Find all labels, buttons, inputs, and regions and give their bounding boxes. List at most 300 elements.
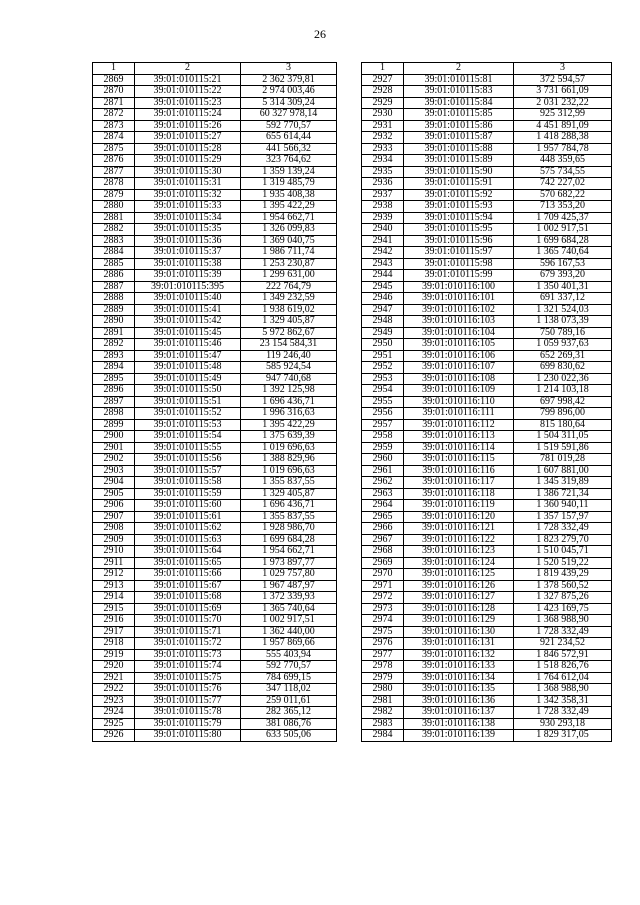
table-row [93, 638, 337, 650]
cadastral-number-cell: 39:01:010116:139 [404, 730, 514, 742]
value-cell: 1 829 317,05 [514, 730, 612, 742]
cadastral-number-cell: 39:01:010115:40 [135, 293, 241, 305]
table-row [93, 293, 337, 305]
value-cell: 1 520 519,22 [514, 557, 612, 569]
table-row [93, 454, 337, 466]
row-number-cell: 2869 [93, 74, 135, 86]
table-row [362, 419, 612, 431]
row-number-cell: 2977 [362, 649, 404, 661]
cadastral-number-cell: 39:01:010115:72 [135, 638, 241, 650]
value-cell: 781 019,28 [514, 454, 612, 466]
table-row [93, 74, 337, 86]
row-number-cell: 2900 [93, 431, 135, 443]
row-number-cell: 2870 [93, 86, 135, 98]
cadastral-number-cell: 39:01:010115:62 [135, 523, 241, 535]
row-number-cell: 2910 [93, 546, 135, 558]
value-cell: 815 180,64 [514, 419, 612, 431]
row-number-cell: 2914 [93, 592, 135, 604]
value-cell: 1 365 740,64 [241, 603, 337, 615]
table-row [93, 86, 337, 98]
table-row [93, 316, 337, 328]
value-cell: 23 154 584,31 [241, 339, 337, 351]
table-row [93, 281, 337, 293]
table-row [93, 270, 337, 282]
value-cell: 1 996 316,63 [241, 408, 337, 420]
value-cell: 441 566,32 [241, 143, 337, 155]
table-row [93, 603, 337, 615]
cadastral-number-cell: 39:01:010115:42 [135, 316, 241, 328]
row-number-cell: 2875 [93, 143, 135, 155]
cadastral-number-cell: 39:01:010116:119 [404, 500, 514, 512]
table-row [362, 707, 612, 719]
row-number-cell: 2926 [93, 730, 135, 742]
cadastral-number-cell: 39:01:010116:124 [404, 557, 514, 569]
row-number-cell: 2974 [362, 615, 404, 627]
table-row [93, 592, 337, 604]
value-cell: 1 368 988,90 [514, 615, 612, 627]
table-row [362, 649, 612, 661]
row-number-cell: 2912 [93, 569, 135, 581]
value-cell: 691 337,12 [514, 293, 612, 305]
row-number-cell: 2929 [362, 97, 404, 109]
table-row [362, 638, 612, 650]
table-header-row [93, 63, 337, 75]
cadastral-number-cell: 39:01:010115:92 [404, 189, 514, 201]
value-cell: 585 924,54 [241, 362, 337, 374]
cadastral-number-cell: 39:01:010115:55 [135, 442, 241, 454]
value-cell: 1 728 332,49 [514, 707, 612, 719]
cadastral-number-cell: 39:01:010116:100 [404, 281, 514, 293]
value-cell: 1 510 045,71 [514, 546, 612, 558]
value-cell: 2 974 003,46 [241, 86, 337, 98]
table-row [362, 350, 612, 362]
value-cell: 1 138 073,39 [514, 316, 612, 328]
row-number-cell: 2873 [93, 120, 135, 132]
row-number-cell: 2944 [362, 270, 404, 282]
row-number-cell: 2969 [362, 557, 404, 569]
cadastral-number-cell: 39:01:010115:24 [135, 109, 241, 121]
row-number-cell: 2984 [362, 730, 404, 742]
table-row [93, 488, 337, 500]
row-number-cell: 2888 [93, 293, 135, 305]
value-cell: 575 734,55 [514, 166, 612, 178]
value-cell: 1 214 103,18 [514, 385, 612, 397]
table-row [362, 672, 612, 684]
table-row [93, 385, 337, 397]
cadastral-number-cell: 39:01:010115:85 [404, 109, 514, 121]
table-row [93, 166, 337, 178]
value-cell: 1 230 022,36 [514, 373, 612, 385]
row-number-cell: 2911 [93, 557, 135, 569]
cadastral-number-cell: 39:01:010115:78 [135, 707, 241, 719]
row-number-cell: 2960 [362, 454, 404, 466]
row-number-cell: 2907 [93, 511, 135, 523]
cadastral-number-cell: 39:01:010115:28 [135, 143, 241, 155]
cadastral-number-cell: 39:01:010116:106 [404, 350, 514, 362]
cadastral-number-cell: 39:01:010115:26 [135, 120, 241, 132]
cadastral-number-cell: 39:01:010116:128 [404, 603, 514, 615]
value-cell: 1 392 125,98 [241, 385, 337, 397]
cadastral-number-cell: 39:01:010115:69 [135, 603, 241, 615]
cadastral-number-cell: 39:01:010116:136 [404, 695, 514, 707]
table-row [93, 672, 337, 684]
row-number-cell: 2922 [93, 684, 135, 696]
value-cell: 1 368 988,90 [514, 684, 612, 696]
cadastral-number-cell: 39:01:010116:137 [404, 707, 514, 719]
row-number-cell: 2956 [362, 408, 404, 420]
table-row [362, 580, 612, 592]
cadastral-number-cell: 39:01:010116:102 [404, 304, 514, 316]
table-row [362, 511, 612, 523]
row-number-cell: 2921 [93, 672, 135, 684]
table-row [93, 212, 337, 224]
value-cell: 1 699 684,28 [241, 534, 337, 546]
row-number-cell: 2936 [362, 178, 404, 190]
row-number-cell: 2898 [93, 408, 135, 420]
row-number-cell: 2949 [362, 327, 404, 339]
row-number-cell: 2953 [362, 373, 404, 385]
row-number-cell: 2876 [93, 155, 135, 167]
table-row [362, 396, 612, 408]
value-cell: 1 967 487,97 [241, 580, 337, 592]
value-cell: 1 342 358,31 [514, 695, 612, 707]
cadastral-number-cell: 39:01:010115:70 [135, 615, 241, 627]
row-number-cell: 2940 [362, 224, 404, 236]
row-number-cell: 2972 [362, 592, 404, 604]
table-row [93, 224, 337, 236]
row-number-cell: 2967 [362, 534, 404, 546]
table-row [93, 695, 337, 707]
row-number-cell: 2916 [93, 615, 135, 627]
value-cell: 1 764 612,04 [514, 672, 612, 684]
cadastral-number-cell: 39:01:010115:29 [135, 155, 241, 167]
cadastral-number-cell: 39:01:010116:133 [404, 661, 514, 673]
cadastral-number-cell: 39:01:010116:103 [404, 316, 514, 328]
row-number-cell: 2946 [362, 293, 404, 305]
cadastral-number-cell: 39:01:010115:66 [135, 569, 241, 581]
value-cell: 1 019 696,63 [241, 465, 337, 477]
cadastral-number-cell: 39:01:010116:127 [404, 592, 514, 604]
table-row [93, 339, 337, 351]
cadastral-number-cell: 39:01:010115:74 [135, 661, 241, 673]
cadastral-number-cell: 39:01:010115:83 [404, 86, 514, 98]
cadastral-number-cell: 39:01:010116:131 [404, 638, 514, 650]
value-cell: 1 709 425,37 [514, 212, 612, 224]
table-row [93, 626, 337, 638]
value-cell: 1 699 684,28 [514, 235, 612, 247]
table-row [93, 155, 337, 167]
value-cell: 1 388 829,96 [241, 454, 337, 466]
table-row [93, 557, 337, 569]
table-row [362, 684, 612, 696]
row-number-cell: 2970 [362, 569, 404, 581]
cadastral-number-cell: 39:01:010116:132 [404, 649, 514, 661]
row-number-cell: 2897 [93, 396, 135, 408]
value-cell: 2 031 232,22 [514, 97, 612, 109]
table-row [93, 661, 337, 673]
table-row [362, 247, 612, 259]
cadastral-number-cell: 39:01:010115:58 [135, 477, 241, 489]
value-cell: 1 029 757,80 [241, 569, 337, 581]
cadastral-number-cell: 39:01:010116:104 [404, 327, 514, 339]
table-row [362, 270, 612, 282]
cadastral-number-cell: 39:01:010115:79 [135, 718, 241, 730]
row-number-cell: 2923 [93, 695, 135, 707]
table-row [93, 132, 337, 144]
row-number-cell: 2872 [93, 109, 135, 121]
table-row [362, 615, 612, 627]
cadastral-number-cell: 39:01:010116:112 [404, 419, 514, 431]
table-row [362, 281, 612, 293]
row-number-cell: 2879 [93, 189, 135, 201]
table-row [93, 247, 337, 259]
cadastral-number-cell: 39:01:010115:95 [404, 224, 514, 236]
cadastral-number-cell: 39:01:010115:38 [135, 258, 241, 270]
value-cell: 1 819 439,29 [514, 569, 612, 581]
table-row [93, 707, 337, 719]
value-cell: 555 403,94 [241, 649, 337, 661]
row-number-cell: 2982 [362, 707, 404, 719]
row-number-cell: 2889 [93, 304, 135, 316]
table-row [362, 362, 612, 374]
cadastral-number-cell: 39:01:010115:59 [135, 488, 241, 500]
row-number-cell: 2885 [93, 258, 135, 270]
value-cell: 1 349 232,59 [241, 293, 337, 305]
row-number-cell: 2905 [93, 488, 135, 500]
cadastral-number-cell: 39:01:010116:111 [404, 408, 514, 420]
table-row [362, 695, 612, 707]
value-cell: 1 327 875,26 [514, 592, 612, 604]
table-row [362, 465, 612, 477]
row-number-cell: 2941 [362, 235, 404, 247]
table-row [362, 661, 612, 673]
table-row [93, 189, 337, 201]
value-cell: 1 728 332,49 [514, 523, 612, 535]
row-number-cell: 2971 [362, 580, 404, 592]
row-number-cell: 2952 [362, 362, 404, 374]
row-number-cell: 2973 [362, 603, 404, 615]
table-row [362, 431, 612, 443]
row-number-cell: 2964 [362, 500, 404, 512]
row-number-cell: 2957 [362, 419, 404, 431]
value-cell: 5 972 862,67 [241, 327, 337, 339]
cadastral-number-cell: 39:01:010115:33 [135, 201, 241, 213]
table-right [361, 62, 612, 742]
cadastral-number-cell: 39:01:010115:76 [135, 684, 241, 696]
value-cell: 697 998,42 [514, 396, 612, 408]
value-cell: 119 246,40 [241, 350, 337, 362]
cadastral-number-cell: 39:01:010115:75 [135, 672, 241, 684]
cadastral-number-cell: 39:01:010115:54 [135, 431, 241, 443]
value-cell: 784 699,15 [241, 672, 337, 684]
table-row [93, 649, 337, 661]
cadastral-number-cell: 39:01:010115:56 [135, 454, 241, 466]
cadastral-number-cell: 39:01:010115:32 [135, 189, 241, 201]
table-row [93, 615, 337, 627]
value-cell: 1 019 696,63 [241, 442, 337, 454]
row-number-cell: 2931 [362, 120, 404, 132]
header-cell-number: 1 [93, 63, 135, 75]
cadastral-number-cell: 39:01:010115:41 [135, 304, 241, 316]
value-cell: 1 359 139,24 [241, 166, 337, 178]
value-cell: 1 386 721,34 [514, 488, 612, 500]
value-cell: 750 789,16 [514, 327, 612, 339]
table-row [362, 143, 612, 155]
cadastral-number-cell: 39:01:010115:27 [135, 132, 241, 144]
table-row [362, 304, 612, 316]
row-number-cell: 2891 [93, 327, 135, 339]
value-cell: 1 355 837,55 [241, 511, 337, 523]
table-row [93, 109, 337, 121]
table-row [362, 293, 612, 305]
table-row [93, 718, 337, 730]
value-cell: 1 519 591,86 [514, 442, 612, 454]
value-cell: 1 329 405,87 [241, 488, 337, 500]
row-number-cell: 2895 [93, 373, 135, 385]
cadastral-number-cell: 39:01:010116:122 [404, 534, 514, 546]
table-row [93, 97, 337, 109]
cadastral-number-cell: 39:01:010115:60 [135, 500, 241, 512]
value-cell: 655 614,44 [241, 132, 337, 144]
value-cell: 1 418 288,38 [514, 132, 612, 144]
cadastral-number-cell: 39:01:010115:93 [404, 201, 514, 213]
row-number-cell: 2917 [93, 626, 135, 638]
value-cell: 259 011,61 [241, 695, 337, 707]
value-cell: 1 518 826,76 [514, 661, 612, 673]
row-number-cell: 2894 [93, 362, 135, 374]
value-cell: 1 365 740,64 [514, 247, 612, 259]
row-number-cell: 2951 [362, 350, 404, 362]
value-cell: 60 327 978,14 [241, 109, 337, 121]
row-number-cell: 2904 [93, 477, 135, 489]
header-cell-cadastral: 2 [135, 63, 241, 75]
value-cell: 1 973 897,77 [241, 557, 337, 569]
table-row [362, 155, 612, 167]
cadastral-number-cell: 39:01:010116:110 [404, 396, 514, 408]
row-number-cell: 2978 [362, 661, 404, 673]
value-cell: 1 319 485,79 [241, 178, 337, 190]
value-cell: 2 362 379,81 [241, 74, 337, 86]
value-cell: 4 451 891,09 [514, 120, 612, 132]
row-number-cell: 2883 [93, 235, 135, 247]
table-row [93, 523, 337, 535]
value-cell: 1 355 837,55 [241, 477, 337, 489]
row-number-cell: 2933 [362, 143, 404, 155]
cadastral-number-cell: 39:01:010115:73 [135, 649, 241, 661]
cadastral-number-cell: 39:01:010115:48 [135, 362, 241, 374]
cadastral-number-cell: 39:01:010115:52 [135, 408, 241, 420]
row-number-cell: 2958 [362, 431, 404, 443]
value-cell: 1 954 662,71 [241, 546, 337, 558]
value-cell: 1 002 917,51 [514, 224, 612, 236]
table-row [93, 143, 337, 155]
cadastral-number-cell: 39:01:010116:117 [404, 477, 514, 489]
value-cell: 1 326 099,83 [241, 224, 337, 236]
cadastral-number-cell: 39:01:010115:49 [135, 373, 241, 385]
cadastral-number-cell: 39:01:010115:35 [135, 224, 241, 236]
row-number-cell: 2938 [362, 201, 404, 213]
value-cell: 1 357 157,97 [514, 511, 612, 523]
cadastral-number-cell: 39:01:010116:130 [404, 626, 514, 638]
row-number-cell: 2893 [93, 350, 135, 362]
table-row [362, 327, 612, 339]
cadastral-number-cell: 39:01:010116:114 [404, 442, 514, 454]
row-number-cell: 2966 [362, 523, 404, 535]
row-number-cell: 2965 [362, 511, 404, 523]
row-number-cell: 2899 [93, 419, 135, 431]
cadastral-number-cell: 39:01:010115:88 [404, 143, 514, 155]
value-cell: 448 359,65 [514, 155, 612, 167]
header-cell-number: 1 [362, 63, 404, 75]
value-cell: 570 682,22 [514, 189, 612, 201]
value-cell: 1 954 662,71 [241, 212, 337, 224]
cadastral-number-cell: 39:01:010115:86 [404, 120, 514, 132]
row-number-cell: 2909 [93, 534, 135, 546]
table-row [362, 120, 612, 132]
value-cell: 1 938 619,02 [241, 304, 337, 316]
row-number-cell: 2927 [362, 74, 404, 86]
value-cell: 1 423 169,75 [514, 603, 612, 615]
value-cell: 1 360 940,11 [514, 500, 612, 512]
table-row [362, 224, 612, 236]
value-cell: 1 395 422,29 [241, 419, 337, 431]
row-number-cell: 2981 [362, 695, 404, 707]
row-number-cell: 2930 [362, 109, 404, 121]
cadastral-number-cell: 39:01:010115:71 [135, 626, 241, 638]
row-number-cell: 2983 [362, 718, 404, 730]
table-row [362, 569, 612, 581]
row-number-cell: 2963 [362, 488, 404, 500]
row-number-cell: 2939 [362, 212, 404, 224]
page-number: 26 [314, 27, 326, 41]
cadastral-number-cell: 39:01:010115:21 [135, 74, 241, 86]
table-row [362, 534, 612, 546]
value-cell: 323 764,62 [241, 155, 337, 167]
row-number-cell: 2881 [93, 212, 135, 224]
table-row [362, 500, 612, 512]
row-number-cell: 2903 [93, 465, 135, 477]
value-cell: 1 253 230,87 [241, 258, 337, 270]
cadastral-number-cell: 39:01:010115:97 [404, 247, 514, 259]
cadastral-number-cell: 39:01:010116:105 [404, 339, 514, 351]
cadastral-number-cell: 39:01:010116:134 [404, 672, 514, 684]
row-number-cell: 2948 [362, 316, 404, 328]
value-cell: 1 986 711,74 [241, 247, 337, 259]
value-cell: 713 353,20 [514, 201, 612, 213]
value-cell: 1 928 986,70 [241, 523, 337, 535]
table-row [93, 327, 337, 339]
value-cell: 1 350 401,31 [514, 281, 612, 293]
value-cell: 930 293,18 [514, 718, 612, 730]
cadastral-number-cell: 39:01:010115:91 [404, 178, 514, 190]
cadastral-number-cell: 39:01:010115:31 [135, 178, 241, 190]
row-number-cell: 2947 [362, 304, 404, 316]
table-row [362, 603, 612, 615]
table-row [93, 178, 337, 190]
table-row [362, 488, 612, 500]
value-cell: 1 059 937,63 [514, 339, 612, 351]
row-number-cell: 2945 [362, 281, 404, 293]
value-cell: 1 607 881,00 [514, 465, 612, 477]
row-number-cell: 2887 [93, 281, 135, 293]
value-cell: 1 375 639,39 [241, 431, 337, 443]
row-number-cell: 2919 [93, 649, 135, 661]
table-row [93, 419, 337, 431]
table-row [93, 534, 337, 546]
value-cell: 1 696 436,71 [241, 500, 337, 512]
row-number-cell: 2884 [93, 247, 135, 259]
table-row [362, 454, 612, 466]
